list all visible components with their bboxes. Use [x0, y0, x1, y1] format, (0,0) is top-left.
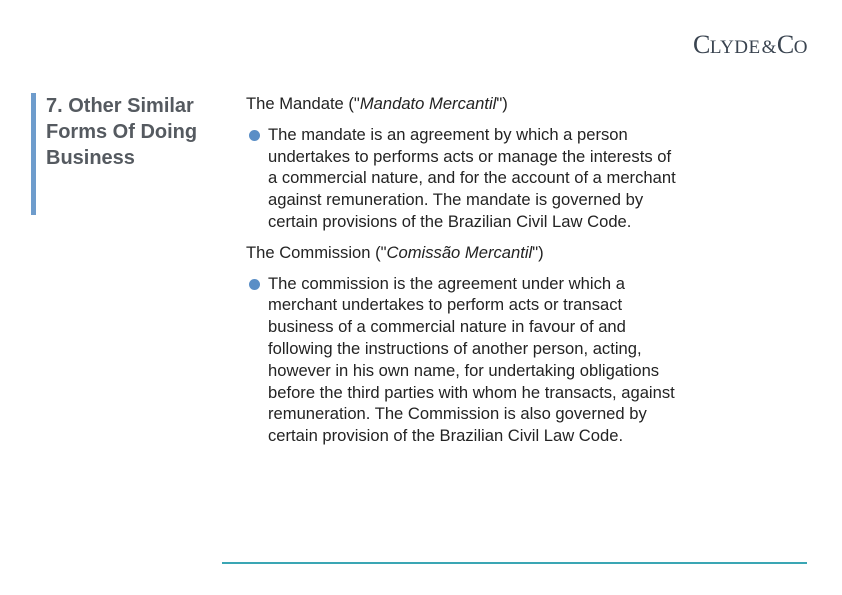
sidebar-section-title: 7. Other Similar Forms Of Doing Business	[46, 95, 198, 169]
bullet-text: The commission is the agreement under which a merchant undertakes to perform acts or transact business of a commercial nature in favour of and following the instructions of another person, acting, however in his own name, for undertaking obligations before the third parties with whom he transacts, against remuneration. The Commission is also governed by certain provision of the Brazilian Civil Law Code.	[268, 273, 675, 446]
bullet-item-commission	[246, 273, 676, 447]
bullet-item-mandate	[246, 124, 676, 233]
section-heading-mandate: The Mandate ("Mandato Mercantil")	[246, 94, 508, 113]
bullet-dot-icon	[249, 279, 260, 290]
main-content	[246, 93, 676, 456]
section-heading-commission: The Commission ("Comissão Mercantil")	[246, 242, 544, 262]
clyde-and-co-logo: CLYDE&CO	[693, 30, 808, 59]
sidebar-accent-bar	[31, 93, 36, 215]
bullet-dot-icon	[249, 130, 260, 141]
footer-divider	[222, 562, 807, 564]
bullet-text: The mandate is an agreement by which a person undertakes to performs acts or manage the interests of a commercial nature, and for the account of a merchant against remuneration. The mandate is governed by certain provisions of the Brazilian Civil Law Code.	[268, 124, 676, 231]
